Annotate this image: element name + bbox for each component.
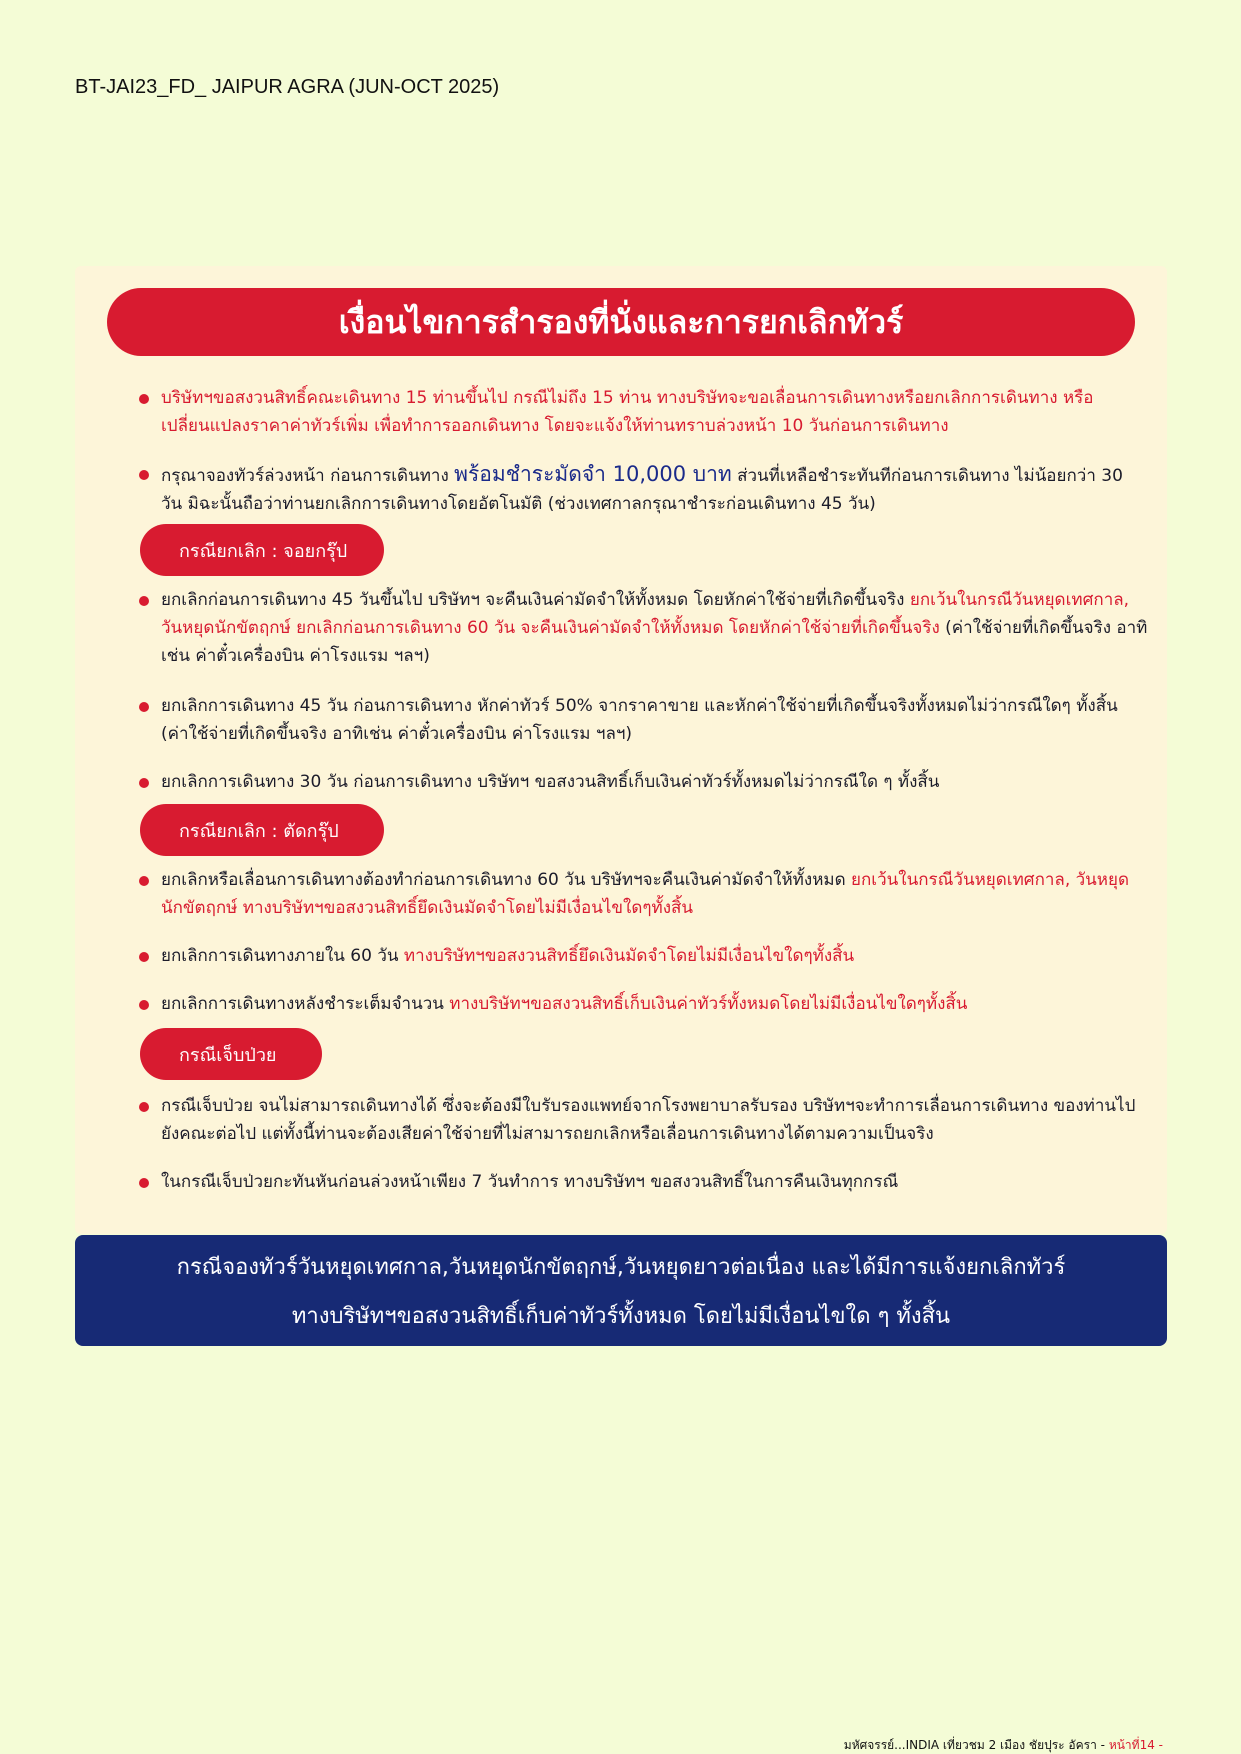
illness-conditions	[139, 1092, 1149, 1148]
deposit-text-rest: ส่วนที่เหลือชำระทันทีก่อนการเดินทาง ไม่น้อยกว่า 30 วัน มิฉะนั้นถือว่าท่านยกเลิกการเดินทางโดยอัตโนมัติ (ช่วงเทศกาลกรุณาชำระก่อนเดินทาง 45 วัน)	[161, 466, 1123, 514]
illness-conditions-2	[139, 1168, 1149, 1196]
list-item	[139, 1168, 1149, 1196]
join-group-conditions-2	[139, 692, 1149, 748]
private-item-1-red: ยกเว้นในกรณีวันหยุดเทศกาล, วันหยุดนักขัตฤกษ์ ทางบริษัทฯขอสงวนสิทธิ์ยึดเงินมัดจำโดยไม่มีเงื่อนไขใดๆทั้งสิ้น	[161, 870, 1130, 918]
join-item-1-red: ยกเว้นในกรณีวันหยุดเทศกาล, วันหยุดนักขัตฤกษ์ ยกเลิกก่อนการเดินทาง 60 วัน จะคืนเงินค่ามัดจำให้ทั้งหมด โดยหักค่าใช้จ่ายที่เกิดขึ้นจริง	[161, 590, 1130, 638]
illness-item-2-text: ในกรณีเจ็บป่วยกะทันหันก่อนล่วงหน้าเพียง 7 วันทำการ ทางบริษัทฯ ขอสงวนสิทธิ์ในการคืนเงินทุกกรณี	[161, 1172, 899, 1192]
list-item	[139, 586, 1149, 670]
private-item-1-text: ยกเลิกหรือเลื่อนการเดินทางต้องทำก่อนการเดินทาง 60 วัน บริษัทฯจะคืนเงินค่ามัดจำให้ทั้งหมด	[161, 870, 852, 890]
private-item-2-red: ทางบริษัทฯขอสงวนสิทธิ์ยึดเงินมัดจำโดยไม่มีเงื่อนไขใดๆทั้งสิ้น	[403, 946, 855, 966]
join-group-conditions-3	[139, 768, 1149, 796]
min-group-text: บริษัทฯขอสงวนสิทธิ์คณะเดินทาง 15 ท่านขึ้นไป กรณีไม่ถึง 15 ท่าน ทางบริษัทจะขอเลื่อนการเดินทางหรือยกเลิกการเดินทาง หรือเปลี่ยนแปลงราคาค่าทัวร์เพิ่ม เพื่อทำการออกเดินทาง โดยจะแจ้งให้ท่านทราบล่วงหน้า 10 วันก่อนการเดินทาง	[161, 388, 1094, 436]
join-item-2-text: ยกเลิกการเดินทาง 45 วัน ก่อนการเดินทาง หักค่าทัวร์ 50% จากราคาขาย และหักค่าใช้จ่ายที่เกิดขึ้นจริงทั้งหมดไม่ว่ากรณีใดๆ ทั้งสิ้น (ค่าใช้จ่ายที่เกิดขึ้นจริง อาทิเช่น ค่าตั๋วเครื่องบิน ค่าโรงแรม ฯลฯ)	[161, 696, 1118, 744]
document-code: BT-JAI23_FD_ JAIPUR AGRA (JUN-OCT 2025)	[75, 76, 500, 98]
conditions-title: เงื่อนไขการสำรองที่นั่งและการยกเลิกทัวร์	[107, 288, 1135, 356]
join-group-label: กรณียกเลิก : จอยกรุ๊ป	[140, 524, 384, 576]
illness-item-1-text: กรณีเจ็บป่วย จนไม่สามารถเดินทางได้ ซึ่งจะต้องมีใบรับรองแพทย์จากโรงพยาบาลรับรอง บริษัทฯจะทำการเลื่อนการเดินทาง ของท่านไปยังคณะต่อไป แต่ทั้งนี้ท่านจะต้องเสียค่าใช้จ่ายที่ไม่สามารถยกเลิกหรือเลื่อนการเดินทางได้ตามความเป็นจริง	[161, 1096, 1136, 1144]
holiday-notice-line-1: กรณีจองทัวร์วันหยุดเทศกาล,วันหยุดนักขัตฤกษ์,วันหยุดยาวต่อเนื่อง และได้มีการแจ้งยกเลิกทัวร์	[176, 1254, 1066, 1280]
private-group-conditions	[139, 866, 1149, 922]
join-group-conditions	[139, 586, 1149, 670]
private-group-conditions-2	[139, 942, 1149, 970]
list-item	[139, 1092, 1149, 1148]
list-item	[139, 990, 1149, 1018]
join-item-1-note: (ค่าใช้จ่ายที่เกิดขึ้นจริง อาทิเช่น ค่าตั๋วเครื่องบิน ค่าโรงแรม ฯลฯ)	[161, 618, 1148, 666]
private-group-conditions-3	[139, 990, 1149, 1018]
list-item	[139, 384, 1149, 440]
footer-text: มหัศจรรย์...INDIA เที่ยวชม 2 เมือง ชัยปุระ อัครา -	[843, 1738, 1109, 1752]
deposit-conditions	[139, 460, 1149, 518]
conditions-panel	[75, 266, 1167, 1234]
holiday-notice-banner	[75, 1235, 1167, 1346]
illness-label: กรณีเจ็บป่วย	[140, 1028, 322, 1080]
list-item	[139, 460, 1149, 518]
list-item	[139, 768, 1149, 796]
join-item-1-text: ยกเลิกก่อนการเดินทาง 45 วันขึ้นไป บริษัทฯ จะคืนเงินค่ามัดจำให้ทั้งหมด โดยหักค่าใช้จ่ายที่เกิดขึ้นจริง	[161, 590, 910, 610]
private-item-2-text: ยกเลิกการเดินทางภายใน 60 วัน	[161, 946, 404, 966]
private-item-3-text: ยกเลิกการเดินทางหลังชำระเต็มจำนวน	[161, 994, 450, 1014]
deposit-highlight: พร้อมชำระมัดจำ 10,000 บาท	[454, 462, 732, 486]
list-item	[139, 692, 1149, 748]
list-item	[139, 942, 1149, 970]
list-item	[139, 866, 1149, 922]
holiday-notice-line-2: ทางบริษัทฯขอสงวนสิทธิ์เก็บค่าทัวร์ทั้งหมด โดยไม่มีเงื่อนไขใด ๆ ทั้งสิ้น	[291, 1303, 951, 1329]
page-number: หน้าที่14 -	[1108, 1738, 1163, 1752]
deposit-text: กรุณาจองทัวร์ล่วงหน้า ก่อนการเดินทาง	[161, 466, 455, 486]
private-item-3-red: ทางบริษัทฯขอสงวนสิทธิ์เก็บเงินค่าทัวร์ทั้งหมดโดยไม่มีเงื่อนไขใดๆทั้งสิ้น	[449, 994, 968, 1014]
general-conditions	[139, 384, 1149, 440]
private-group-label: กรณียกเลิก : ตัดกรุ๊ป	[140, 804, 384, 856]
page-footer	[844, 1736, 1163, 1754]
join-item-3-text: ยกเลิกการเดินทาง 30 วัน ก่อนการเดินทาง บริษัทฯ ขอสงวนสิทธิ์เก็บเงินค่าทัวร์ทั้งหมดไม่ว่ากรณีใด ๆ ทั้งสิ้น	[161, 772, 940, 792]
